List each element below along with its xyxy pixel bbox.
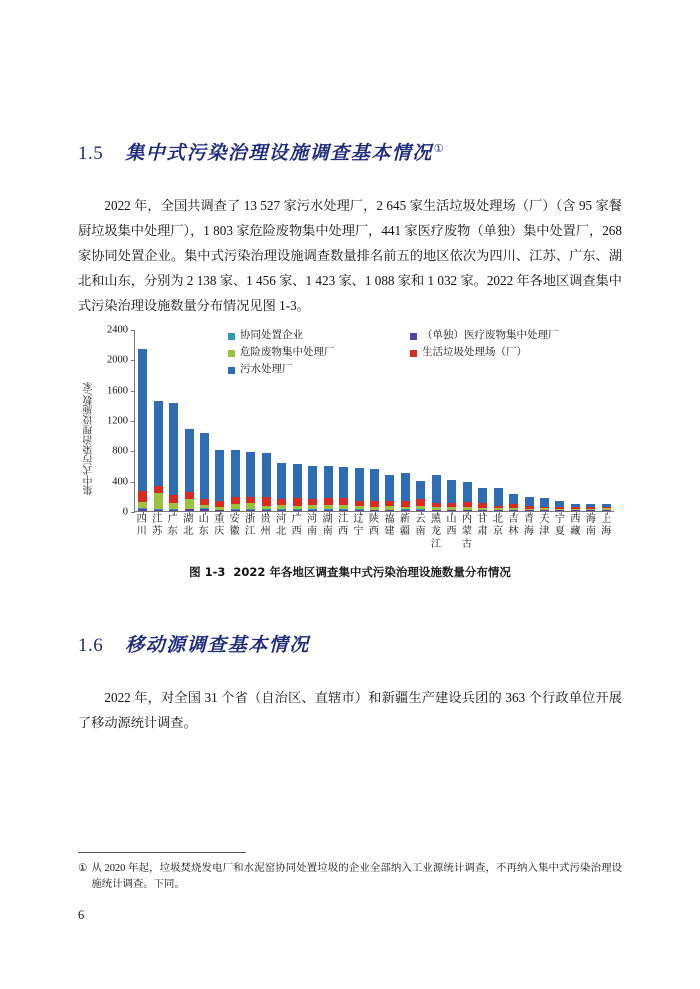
x-label-slot — [552, 514, 567, 551]
x-label-slot — [211, 514, 226, 551]
bar-segment — [185, 499, 194, 509]
bar-segment — [324, 466, 333, 498]
legend-swatch — [410, 350, 417, 357]
chart-bar — [154, 401, 163, 511]
bar-segment — [185, 429, 194, 493]
x-label-slot — [289, 514, 304, 551]
y-axis-tick — [131, 512, 135, 513]
bar-slot — [166, 330, 181, 511]
x-label-slot — [196, 514, 211, 551]
bar-slot — [197, 330, 212, 511]
x-label-slot — [599, 514, 614, 551]
x-axis-tick-label: 湖北 — [183, 514, 194, 538]
x-axis-tick-label: 北京 — [492, 514, 503, 538]
legend-swatch — [228, 333, 235, 340]
bar-segment — [478, 488, 487, 503]
bar-segment — [138, 491, 147, 502]
bar-segment — [293, 498, 302, 506]
section-title: 移动源调查基本情况 — [125, 634, 310, 656]
legend-swatch — [410, 333, 417, 340]
x-axis-tick-labels — [134, 514, 614, 551]
legend-label: 污水处理厂 — [240, 364, 293, 375]
chart-bar — [215, 450, 224, 511]
bar-segment — [246, 452, 255, 498]
legend-label: 生活垃圾处理场（厂） — [422, 347, 527, 358]
x-label-slot — [537, 514, 552, 551]
x-axis-tick-label: 吉林 — [508, 514, 519, 538]
chart-bar — [246, 452, 255, 511]
chart-bar — [262, 453, 271, 511]
x-label-slot — [320, 514, 335, 551]
bar-segment — [262, 497, 271, 506]
x-label-slot — [382, 514, 397, 551]
x-label-slot — [397, 514, 412, 551]
figure-caption-text: 2022 年各地区调查集中式污染治理设施数量分布情况 — [233, 565, 511, 579]
legend-item — [228, 330, 410, 342]
bar-segment — [339, 467, 348, 498]
bar-segment — [154, 486, 163, 493]
x-label-slot — [273, 514, 288, 551]
x-axis-tick-label: 江西 — [337, 514, 349, 538]
section-number: 1.5 — [78, 143, 104, 164]
x-label-slot — [304, 514, 319, 551]
x-axis-tick-label: 山西 — [446, 514, 457, 538]
x-axis-tick-label: 宁夏 — [554, 514, 565, 538]
bar-slot — [181, 330, 196, 511]
y-axis-tick-label: 1200 — [107, 415, 128, 427]
chart-bar — [416, 481, 425, 511]
x-label-slot — [413, 514, 428, 551]
x-axis-tick-label: 四川 — [136, 514, 147, 538]
section-heading-1-5 — [78, 138, 622, 165]
y-axis-tick-labels — [96, 324, 132, 518]
x-label-slot — [134, 514, 149, 551]
footnote-entry — [78, 861, 622, 893]
bar-segment — [293, 464, 302, 498]
x-label-slot — [490, 514, 505, 551]
chart-bar — [509, 494, 518, 511]
chart-bar — [169, 403, 178, 511]
chart-bar — [525, 497, 534, 511]
chart-bar — [602, 504, 611, 511]
figure-1-3 — [78, 326, 622, 588]
bar-slot — [212, 330, 227, 511]
y-axis-tick — [131, 330, 135, 331]
bar-segment — [416, 481, 425, 499]
bar-segment — [200, 499, 209, 506]
x-label-slot — [227, 514, 242, 551]
chart-bar — [540, 498, 549, 511]
legend-column-right — [410, 330, 618, 376]
legend-swatch — [228, 367, 235, 374]
chart-bar — [370, 469, 379, 511]
y-axis-tick-label: 1600 — [107, 385, 128, 397]
x-axis-tick-label: 上海 — [601, 514, 612, 538]
x-axis-tick-label: 新疆 — [399, 514, 411, 538]
x-label-slot — [242, 514, 257, 551]
x-axis-tick-label: 西藏 — [570, 514, 581, 538]
x-axis-tick-label: 黑龙江 — [430, 514, 442, 550]
y-axis-tick — [131, 482, 135, 483]
chart-bar — [308, 466, 317, 511]
footnote-marker: ① — [433, 141, 446, 155]
legend-column-left — [228, 330, 410, 376]
bar-segment — [246, 503, 255, 510]
chart-bar — [231, 450, 240, 511]
bar-segment — [494, 488, 503, 506]
chart-bar — [401, 473, 410, 511]
x-axis-tick-label: 海南 — [585, 514, 596, 538]
legend-label: 危险废物集中处理厂 — [240, 347, 335, 358]
bar-segment — [447, 480, 456, 503]
chart-legend — [228, 330, 618, 376]
bar-segment — [231, 497, 240, 504]
bar-segment — [385, 475, 394, 502]
bar-segment — [355, 468, 364, 501]
y-axis-tick — [131, 391, 135, 392]
chart-bar — [432, 475, 441, 511]
chart-bar — [324, 466, 333, 511]
x-label-slot — [258, 514, 273, 551]
x-axis-tick-label: 江苏 — [152, 514, 163, 538]
bar-segment — [262, 453, 271, 497]
x-axis-tick-label: 陕西 — [368, 514, 380, 538]
bar-segment — [169, 495, 178, 503]
bar-segment — [432, 475, 441, 503]
bar-segment — [169, 403, 178, 495]
bar-segment — [154, 493, 163, 509]
y-axis-tick-label: 0 — [122, 506, 128, 518]
x-label-slot — [351, 514, 366, 551]
chart-bar — [571, 504, 580, 511]
x-axis-tick-label: 甘肃 — [477, 514, 488, 538]
x-axis-tick-label: 浙江 — [245, 514, 256, 538]
x-axis-tick-label: 青海 — [523, 514, 534, 538]
chart-bar — [138, 349, 147, 511]
y-axis-tick-label: 2000 — [107, 354, 128, 366]
legend-item — [228, 347, 410, 359]
chart-bar — [185, 429, 194, 511]
page-number: 6 — [78, 908, 85, 922]
legend-label: （单独）医疗废物集中处理厂 — [422, 330, 559, 341]
section-title: 集中式污染治理设施调查基本情况① — [125, 141, 446, 164]
chart-bar — [200, 433, 209, 511]
bar-segment — [200, 433, 209, 499]
y-axis-tick-label: 800 — [112, 445, 128, 457]
x-label-slot — [180, 514, 195, 551]
x-axis-tick-label: 湖南 — [322, 514, 333, 538]
bar-segment — [308, 466, 317, 500]
bar-slot — [135, 330, 150, 511]
bar-segment — [509, 494, 518, 504]
x-label-slot — [506, 514, 521, 551]
x-label-slot — [521, 514, 536, 551]
y-axis-tick-label: 400 — [112, 476, 128, 488]
legend-item — [228, 364, 410, 376]
stacked-bar-chart — [78, 326, 622, 588]
paragraph-1-6: 2022 年，对全国 31 个省（自治区、直辖市）和新疆生产建设兵团的 363 个行政单位开展了移动源统计调查。 — [78, 690, 622, 730]
x-axis-tick-label: 河南 — [306, 514, 318, 538]
x-label-slot — [428, 514, 443, 551]
y-axis-tick — [131, 421, 135, 422]
section-heading-1-6 — [78, 630, 622, 657]
x-axis-tick-label: 河北 — [276, 514, 287, 538]
chart-bar — [277, 463, 286, 511]
x-axis-tick-label: 福建 — [384, 514, 395, 538]
footnote-number: ① — [78, 863, 88, 874]
x-label-slot — [459, 514, 474, 551]
chart-bar — [555, 501, 564, 511]
chart-bar — [385, 475, 394, 511]
bar-segment — [401, 473, 410, 501]
x-axis-tick-label: 山东 — [198, 514, 209, 538]
x-axis-tick-label: 重庆 — [214, 514, 225, 538]
x-axis-tick-label: 安徽 — [229, 514, 240, 538]
y-axis-tick — [131, 360, 135, 361]
bar-segment — [215, 450, 224, 501]
bar-segment — [277, 463, 286, 499]
legend-swatch — [228, 350, 235, 357]
bar-segment — [463, 482, 472, 502]
chart-bar — [478, 488, 487, 511]
chart-bar — [586, 504, 595, 511]
x-axis-tick-label: 贵州 — [260, 514, 271, 538]
x-label-slot — [568, 514, 583, 551]
chart-bar — [447, 480, 456, 511]
bar-segment — [416, 499, 425, 506]
x-axis-tick-label: 内蒙古 — [461, 514, 472, 550]
chart-bar — [339, 467, 348, 511]
bar-segment — [525, 497, 534, 506]
legend-item — [410, 347, 618, 359]
x-axis-tick-label: 云南 — [415, 514, 426, 538]
chart-bar — [463, 482, 472, 511]
x-axis-tick-label: 辽宁 — [353, 514, 364, 538]
x-label-slot — [583, 514, 598, 551]
y-axis-title: 集中式污染治理设施数/家 — [84, 382, 95, 495]
x-label-slot — [335, 514, 350, 551]
figure-caption-number: 图 1-3 — [189, 565, 226, 579]
legend-label: 协同处置企业 — [240, 330, 303, 341]
x-label-slot — [165, 514, 180, 551]
footnote-block — [78, 852, 622, 893]
x-label-slot — [149, 514, 164, 551]
chart-bar — [494, 488, 503, 511]
bar-segment — [555, 501, 564, 508]
x-label-slot — [444, 514, 459, 551]
legend-item — [410, 330, 618, 342]
bar-segment — [324, 498, 333, 505]
x-label-slot — [366, 514, 381, 551]
footnote-divider — [78, 852, 246, 853]
chart-bar — [293, 464, 302, 511]
bar-slot — [150, 330, 165, 511]
paragraph-1-5: 2022 年，全国共调查了 13 527 家污水处理厂，2 645 家生活垃圾处理场（厂）（含 95 家餐厨垃圾集中处理厂），1 803 家危险废物集中处理厂，441 家医疗废物（单独）集中处置厂，268 家协同处置企业。集中式污染治理设施调查数量排名前五的地区依次为四川、江苏、广东、湖北和山东，分别为 2 138 家、1 456 家、1 423 家、1 088 家和 1 032 家。2022 年各地区调查集中式污染治理设施数量分布情况见图 1-3。 — [78, 198, 622, 313]
bar-segment — [540, 498, 549, 507]
bar-segment — [231, 450, 240, 497]
x-axis-tick-label: 广东 — [167, 514, 178, 538]
figure-caption — [78, 564, 622, 580]
y-axis-tick-label: 2400 — [107, 324, 128, 336]
bar-segment — [154, 401, 163, 486]
page-content — [78, 0, 622, 735]
chart-bar — [355, 468, 364, 511]
section-number: 1.6 — [78, 635, 104, 656]
bar-segment — [138, 349, 147, 491]
x-axis-tick-label: 广西 — [291, 514, 302, 538]
footnote-text: 从 2020 年起，垃圾焚烧发电厂和水泥窑协同处置垃圾的企业全部纳入工业源统计调查，不再纳入集中式污染治理设施统计调查。下同。 — [91, 863, 622, 890]
x-label-slot — [475, 514, 490, 551]
bar-segment — [370, 469, 379, 501]
x-axis-tick-label: 天津 — [539, 514, 550, 538]
y-axis-tick — [131, 451, 135, 452]
